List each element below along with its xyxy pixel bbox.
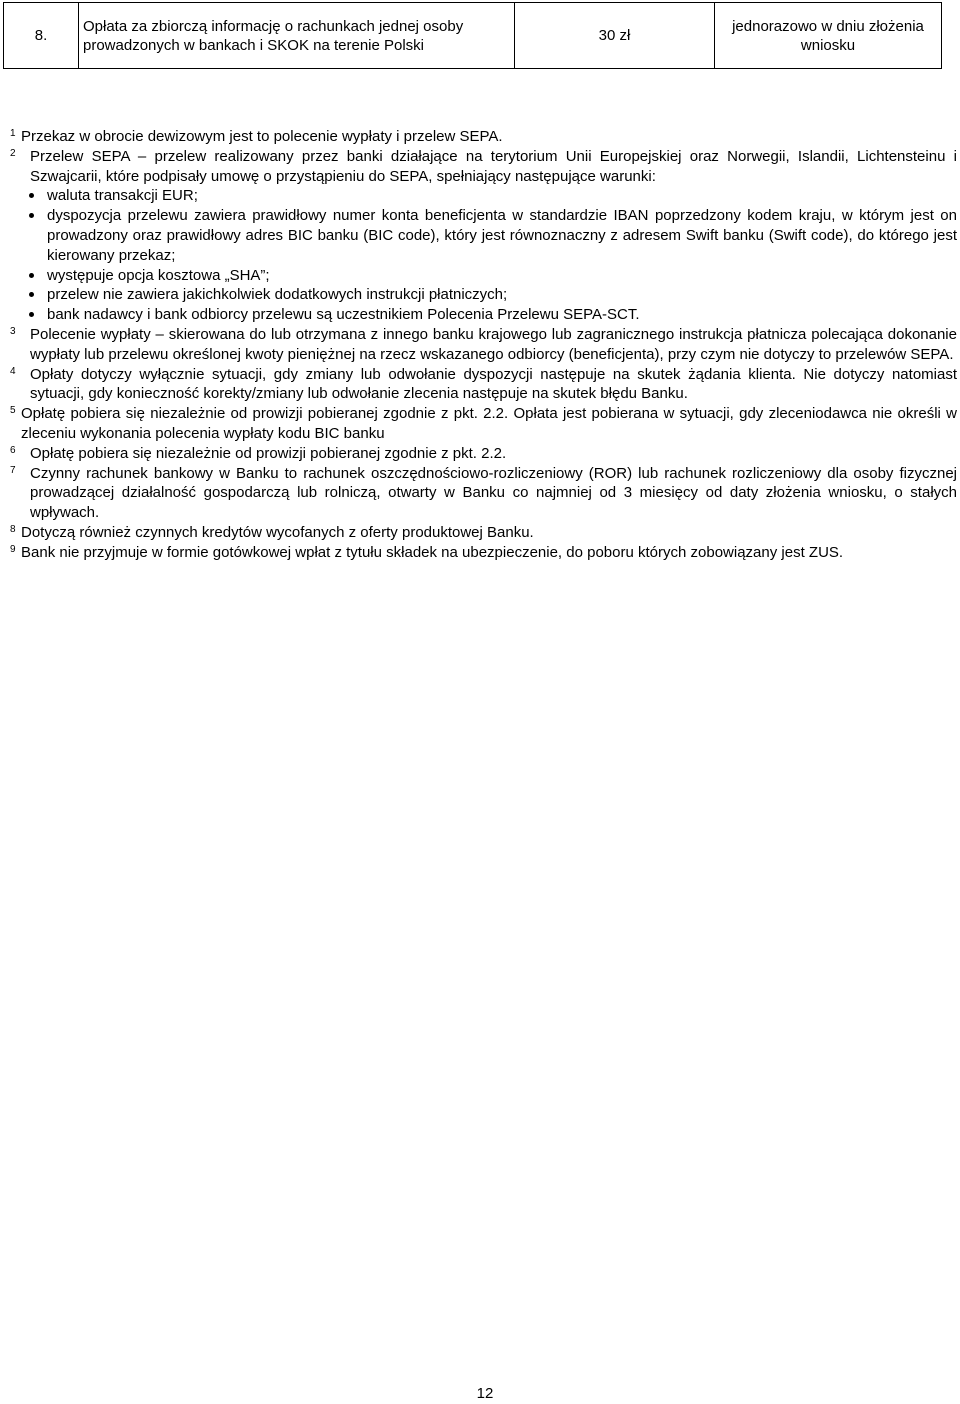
footnote-marker: 5 <box>10 405 16 417</box>
footnote-text: Opłatę pobiera się niezależnie od prowizji pobieranej zgodnie z pkt. 2.2. <box>30 444 507 462</box>
footnote-text: Przelew SEPA – przelew realizowany przez banki działające na terytorium Unii Europejskiej oraz Norwegii, Islandii, Lichtensteinu i Szwajcarii, które podpisały umowę o przystąpieniu do SEPA, spełniający następujące warunki: <box>30 147 957 185</box>
footnote-marker: 9 <box>10 543 16 555</box>
footnote-7 <box>10 464 957 523</box>
row-number: 8. <box>4 3 79 69</box>
footnote-text: Polecenie wypłaty – skierowana do lub otrzymana z innego banku krajowego lub zagranicznego instrukcja płatnicza polecająca dokonanie wypłaty lub przelewu określonej kwoty pieniężnej na rzecz wskazanego odbiorcy (beneficjenta), przy czym nie dotyczy to przelewów SEPA. <box>30 325 957 363</box>
footnote-text: Czynny rachunek bankowy w Banku to rachunek oszczędnościowo-rozliczeniowy (ROR) lub rachunek rozliczeniowy dla osoby fizycznej prowadzącej działalność gospodarczą lub rolniczą, otwarty w Banku co najmniej od 3 miesięcy od daty złożenia wniosku, o stałych wpływach. <box>30 464 957 522</box>
footnote-6 <box>10 444 957 464</box>
footnote-marker: 2 <box>10 147 16 159</box>
fee-table <box>3 2 942 69</box>
table-row <box>4 3 942 69</box>
footnote-marker: 4 <box>10 365 16 377</box>
footnote-5 <box>10 404 957 444</box>
footnote-1 <box>10 127 957 147</box>
footnote-marker: 6 <box>10 444 16 456</box>
footnote-3 <box>10 325 957 365</box>
fee-amount: 30 zł <box>515 3 715 69</box>
list-item: występuje opcja kosztowa „SHA”; <box>10 266 957 286</box>
footnote-2 <box>10 147 957 187</box>
fee-frequency: jednorazowo w dniu złożenia wniosku <box>715 3 942 69</box>
footnote-text: Bank nie przyjmuje w formie gotówkowej wpłat z tytułu składek na ubezpieczenie, do poboru których zobowiązany jest ZUS. <box>21 543 844 561</box>
footnote-marker: 1 <box>10 128 16 139</box>
footnote-text: Opłatę pobiera się niezależnie od prowizji pobieranej zgodnie z pkt. 2.2. Opłata jest pobierana w sytuacji, gdy zleceniodawca nie określi w zleceniu wykonania polecenia wypłaty kodu BIC banku <box>21 405 957 442</box>
footnote-9 <box>10 543 957 563</box>
list-item: bank nadawcy i bank odbiorcy przelewu są uczestnikiem Polecenia Przelewu SEPA-SCT. <box>10 305 957 325</box>
footnote-text: Przekaz w obrocie dewizowym jest to polecenie wypłaty i przelew SEPA. <box>21 128 503 145</box>
footnote-text: Opłaty dotyczy wyłącznie sytuacji, gdy zmiany lub odwołanie dyspozycji następuje na skutek żądania klienta. Nie dotyczy natomiast sytuacji, gdy konieczność korekty/zmiany lub odwołanie zlecenia następuje na skutek błędu Banku. <box>30 365 957 403</box>
list-item: dyspozycja przelewu zawiera prawidłowy numer konta beneficjenta w standardzie IBAN poprzedzony kodem kraju, w którym jest on prowadzony oraz prawidłowy adres BIC banku (BIC code), który jest równoznaczny z adresem Swift banku (Swift code), do którego jest kierowany przekaz; <box>10 206 957 265</box>
list-item: przelew nie zawiera jakichkolwiek dodatkowych instrukcji płatniczych; <box>10 285 957 305</box>
footnote-text: Dotyczą również czynnych kredytów wycofanych z oferty produktowej Banku. <box>21 523 534 541</box>
page-number: 12 <box>476 1385 494 1402</box>
footnote-marker: 7 <box>10 464 16 476</box>
footnote-4 <box>10 365 957 405</box>
sepa-conditions-list <box>10 186 957 325</box>
footnote-marker: 8 <box>10 523 16 535</box>
footnote-8 <box>10 523 957 543</box>
footnote-marker: 3 <box>10 325 16 337</box>
list-item: waluta transakcji EUR; <box>10 186 957 206</box>
footnotes <box>10 127 957 563</box>
fee-description: Opłata za zbiorczą informację o rachunkach jednej osoby prowadzonych w bankach i SKOK na terenie Polski <box>79 3 515 69</box>
